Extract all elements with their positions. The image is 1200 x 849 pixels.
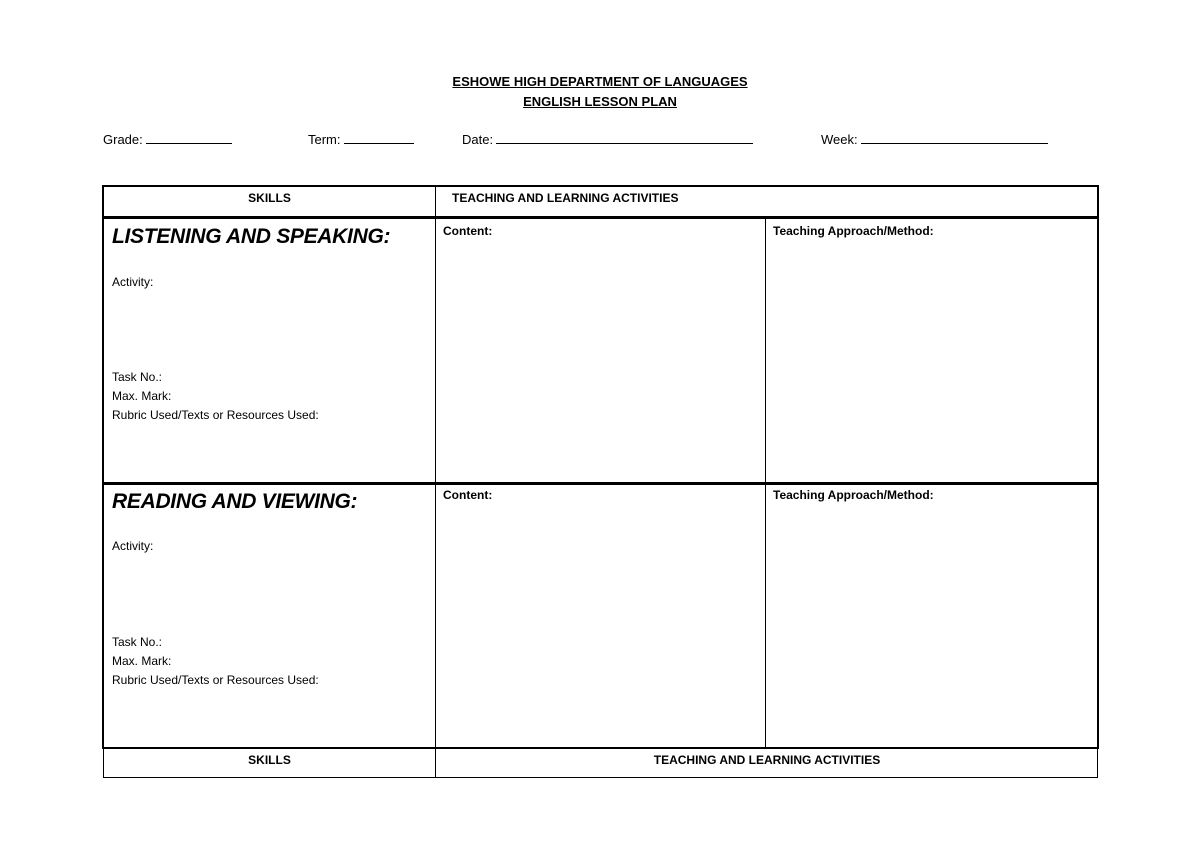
max-mark-label: Max. Mark: — [112, 389, 172, 403]
lesson-plan-title: ENGLISH LESSON PLAN — [523, 94, 677, 109]
task-number-label: Task No.: — [112, 635, 163, 649]
footer-bottom-border — [103, 777, 1098, 778]
footer-activities-header: TEACHING AND LEARNING ACTIVITIES — [653, 753, 881, 767]
section-title: READING AND VIEWING: — [112, 490, 358, 513]
term-field — [308, 131, 414, 147]
week-blank[interactable] — [861, 131, 1048, 144]
term-label: Term: — [308, 132, 341, 147]
grade-label: Grade: — [103, 132, 143, 147]
section-title: LISTENING AND SPEAKING: — [112, 225, 391, 248]
section-divider — [102, 482, 1099, 485]
skills-header: SKILLS — [248, 191, 291, 205]
content-label: Content: — [443, 488, 493, 502]
activity-label: Activity: — [112, 539, 154, 553]
rubric-label: Rubric Used/Texts or Resources Used: — [112, 408, 319, 422]
content-label: Content: — [443, 224, 493, 238]
date-field — [462, 131, 753, 147]
grade-field — [103, 131, 232, 147]
max-mark-label: Max. Mark: — [112, 654, 172, 668]
date-label: Date: — [462, 132, 494, 147]
grade-blank[interactable] — [146, 131, 232, 144]
approach-label: Teaching Approach/Method: — [773, 488, 934, 502]
task-number-label: Task No.: — [112, 370, 163, 384]
term-blank[interactable] — [344, 131, 414, 144]
skills-column-divider — [435, 186, 436, 778]
table-outer-border — [102, 185, 1099, 749]
content-column-divider — [765, 218, 766, 748]
activity-label: Activity: — [112, 275, 154, 289]
school-department-title: ESHOWE HIGH DEPARTMENT OF LANGUAGES — [452, 74, 748, 89]
activities-header: TEACHING AND LEARNING ACTIVITIES — [452, 191, 679, 205]
header-row-divider — [102, 216, 1099, 219]
footer-skills-header: SKILLS — [248, 753, 291, 767]
rubric-label: Rubric Used/Texts or Resources Used: — [112, 673, 319, 687]
approach-label: Teaching Approach/Method: — [773, 224, 934, 238]
week-label: Week: — [821, 132, 858, 147]
document-title — [0, 72, 1200, 112]
date-blank[interactable] — [496, 131, 753, 144]
week-field — [821, 131, 1048, 147]
